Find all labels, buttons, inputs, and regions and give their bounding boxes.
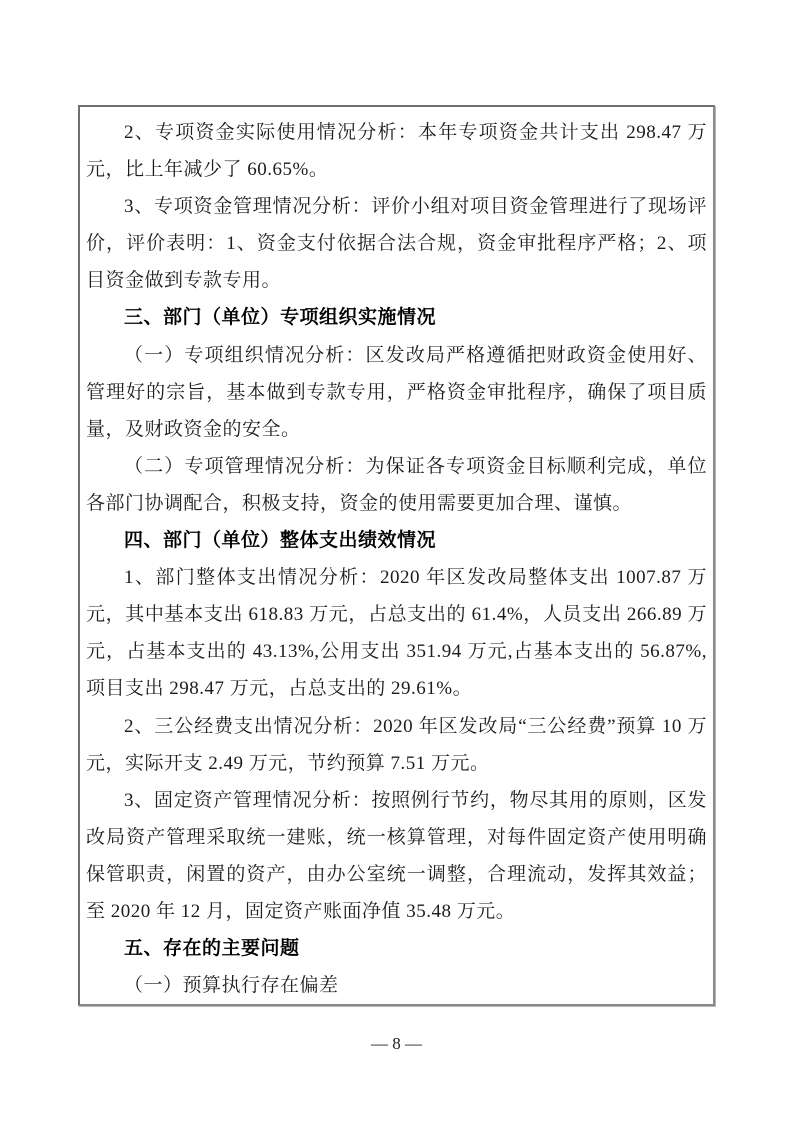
section-heading: 五、存在的主要问题 [124,938,300,960]
page-number: — 8 — [371,1034,422,1053]
body-paragraph: 2、三公经费支出情况分析：2020 年区发改局“三公经费”预算 10 万元，实际开支 2.49 万元，节约预算 7.51 万元。 [86,715,707,774]
document-frame [78,105,715,1006]
section-heading: 四、部门（单位）整体支出绩效情况 [124,530,437,552]
document-body [86,114,707,1004]
body-paragraph: （二）专项管理情况分析：为保证各专项资金目标顺利完成，单位各部门协调配合，积极支持，资金的使用需要更加合理、谨慎。 [86,455,707,514]
body-paragraph: 3、专项资金管理情况分析：评价小组对项目资金管理进行了现场评价，评价表明：1、资金支付依据合法合规，资金审批程序严格；2、项目资金做到专款专用。 [86,196,707,292]
body-paragraph: 3、固定资产管理情况分析：按照例行节约，物尽其用的原则，区发改局资产管理采取统一建账，统一核算管理，对每件固定资产使用明确保管职责，闲置的资产，由办公室统一调整，合理流动，发挥其效益；至 2020 年 12 月，固定资产账面净值 35.48 万元。 [86,789,707,922]
section-heading: 三、部门（单位）专项组织实施情况 [124,307,437,329]
body-paragraph: 1、部门整体支出情况分析：2020 年区发改局整体支出 1007.87 万元，其中基本支出 618.83 万元，占总支出的 61.4%，人员支出 266.89 万元，占基本支出的 43.13%,公用支出 351.94 万元,占基本支出的 56.87%,项目支出 298.47 万元，占总支出的 29.61%。 [86,567,707,700]
body-paragraph: （一）专项组织情况分析：区发改局严格遵循把财政资金使用好、管理好的宗旨，基本做到专款专用，严格资金审批程序，确保了项目质量，及财政资金的安全。 [86,344,707,440]
body-paragraph: （一）预算执行存在偏差 [124,975,339,997]
body-paragraph: 2、专项资金实际使用情况分析：本年专项资金共计支出 298.47 万元，比上年减少了 60.65%。 [86,122,707,181]
